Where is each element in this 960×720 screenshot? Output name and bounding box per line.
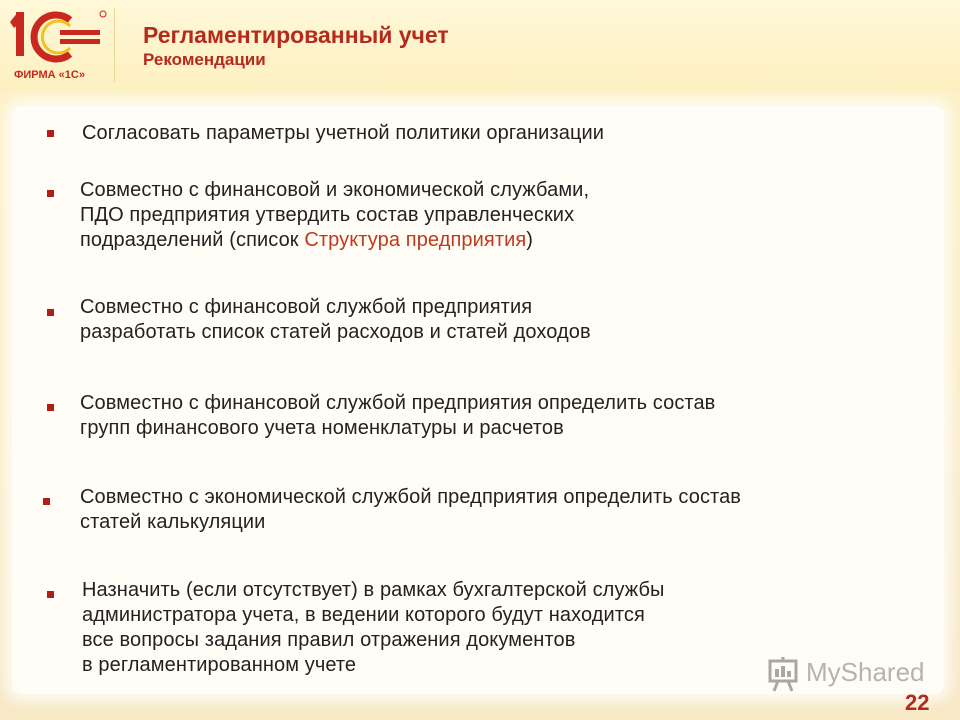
item-text: разработать список статей расходов и статей доходов: [80, 321, 591, 343]
item-text: Назначить (если отсутствует) в рамках бухгалтерской службы: [82, 579, 665, 601]
item-text: ): [526, 229, 534, 251]
list-item: [82, 121, 604, 146]
myshared-watermark: [766, 655, 936, 695]
bullet-marker: [47, 591, 54, 598]
bullet-marker: [43, 498, 50, 505]
item-text: Совместно с финансовой и экономической службами,: [80, 179, 590, 201]
item-text: групп финансового учета номенклатуры и расчетов: [80, 417, 564, 439]
item-text: Согласовать параметры учетной политики организации: [82, 122, 605, 144]
page-number: 22: [905, 690, 930, 715]
logo-caption: ФИРМА «1С»: [14, 69, 85, 81]
bullet-marker: [47, 130, 54, 137]
slide-title: Регламентированный учет: [143, 22, 449, 48]
item-text: все вопросы задания правил отражения документов: [82, 629, 576, 651]
structure-link-text: Структура предприятия: [304, 229, 527, 251]
list-item: [80, 295, 591, 345]
item-text: Совместно с экономической службой предприятия определить состав: [80, 486, 742, 508]
item-text-line: [80, 228, 589, 253]
item-text: в регламентированном учете: [82, 654, 357, 676]
bullet-marker: [47, 404, 54, 411]
list-item: [80, 485, 741, 535]
list-item: [80, 178, 589, 253]
header-divider: [114, 8, 115, 82]
item-text: статей калькуляции: [80, 511, 266, 533]
presentation-board-icon: [766, 655, 802, 693]
list-item: [82, 578, 665, 678]
item-text: подразделений (список: [80, 229, 305, 251]
item-text: Совместно с финансовой службой предприятия определить состав: [80, 392, 716, 414]
watermark-text: MyShared: [806, 657, 925, 687]
list-item: [80, 391, 715, 441]
1c-logo: [8, 6, 110, 88]
item-text: Совместно с финансовой службой предприятия: [80, 296, 533, 318]
bullet-marker: [47, 190, 54, 197]
item-text: администратора учета, в ведении которого будут находится: [82, 604, 645, 626]
item-text: ПДО предприятия утвердить состав управленческих: [80, 204, 575, 226]
slide-subtitle: Рекомендации: [143, 50, 266, 69]
slide-header: [0, 0, 960, 92]
bullet-marker: [47, 309, 54, 316]
